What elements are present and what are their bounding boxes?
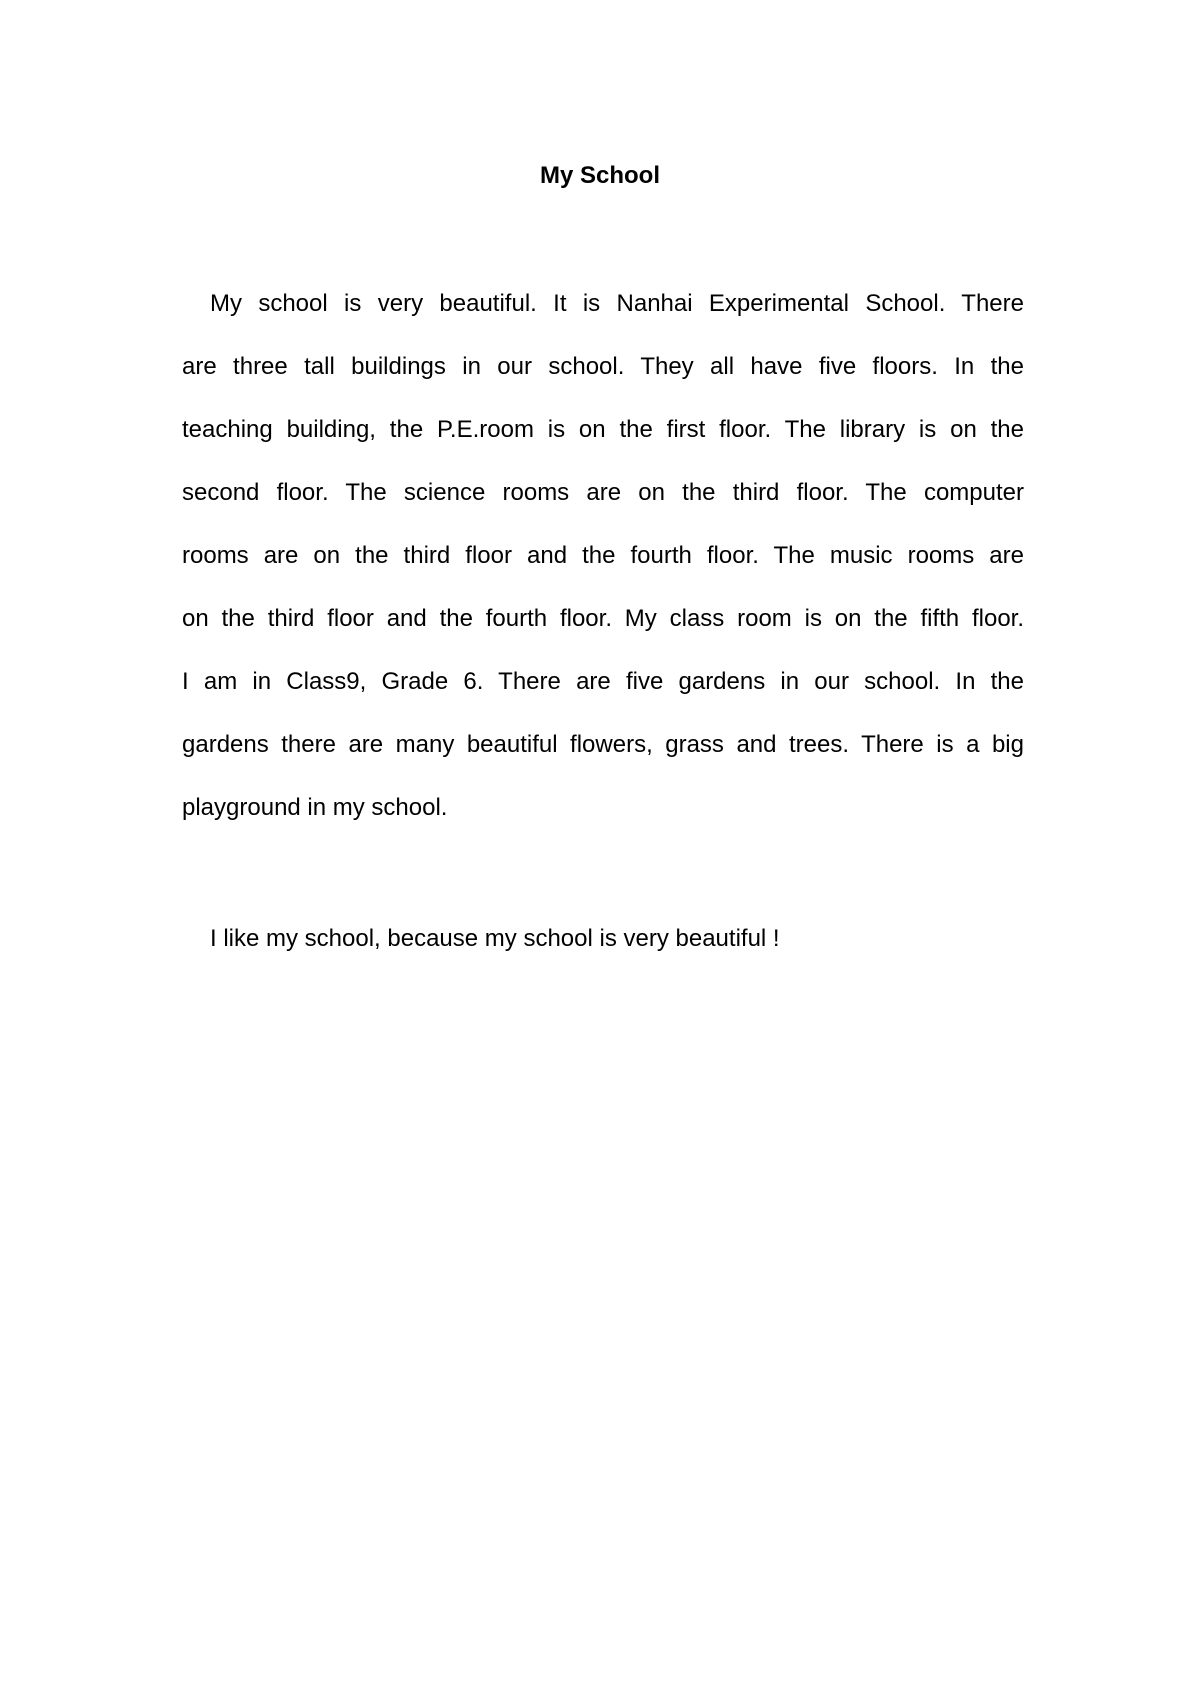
paragraph-line: playground in my school. <box>182 794 448 821</box>
paragraph-line: gardens there are many beautiful flowers, grass and trees. There is a big <box>182 731 1024 758</box>
body-paragraph-2 <box>182 907 1024 970</box>
paragraph-line: I like my school, because my school is very beautiful ! <box>210 925 780 952</box>
paragraph-line: on the third floor and the fourth floor. My class room is on the fifth floor. <box>182 605 1024 632</box>
paragraph-line: I am in Class9, Grade 6. There are five gardens in our school. In the <box>182 668 1024 695</box>
paragraph-line: rooms are on the third floor and the fourth floor. The music rooms are <box>182 542 1024 569</box>
body-paragraph-1 <box>182 272 1024 839</box>
paragraph-line: second floor. The science rooms are on the third floor. The computer <box>182 479 1024 506</box>
document-title: My School <box>539 162 660 189</box>
paragraph-line: are three tall buildings in our school. They all have five floors. In the <box>182 353 1024 380</box>
paragraph-line: My school is very beautiful. It is Nanhai Experimental School. There <box>210 290 1024 317</box>
paragraph-line: teaching building, the P.E.room is on the first floor. The library is on the <box>182 416 1024 443</box>
